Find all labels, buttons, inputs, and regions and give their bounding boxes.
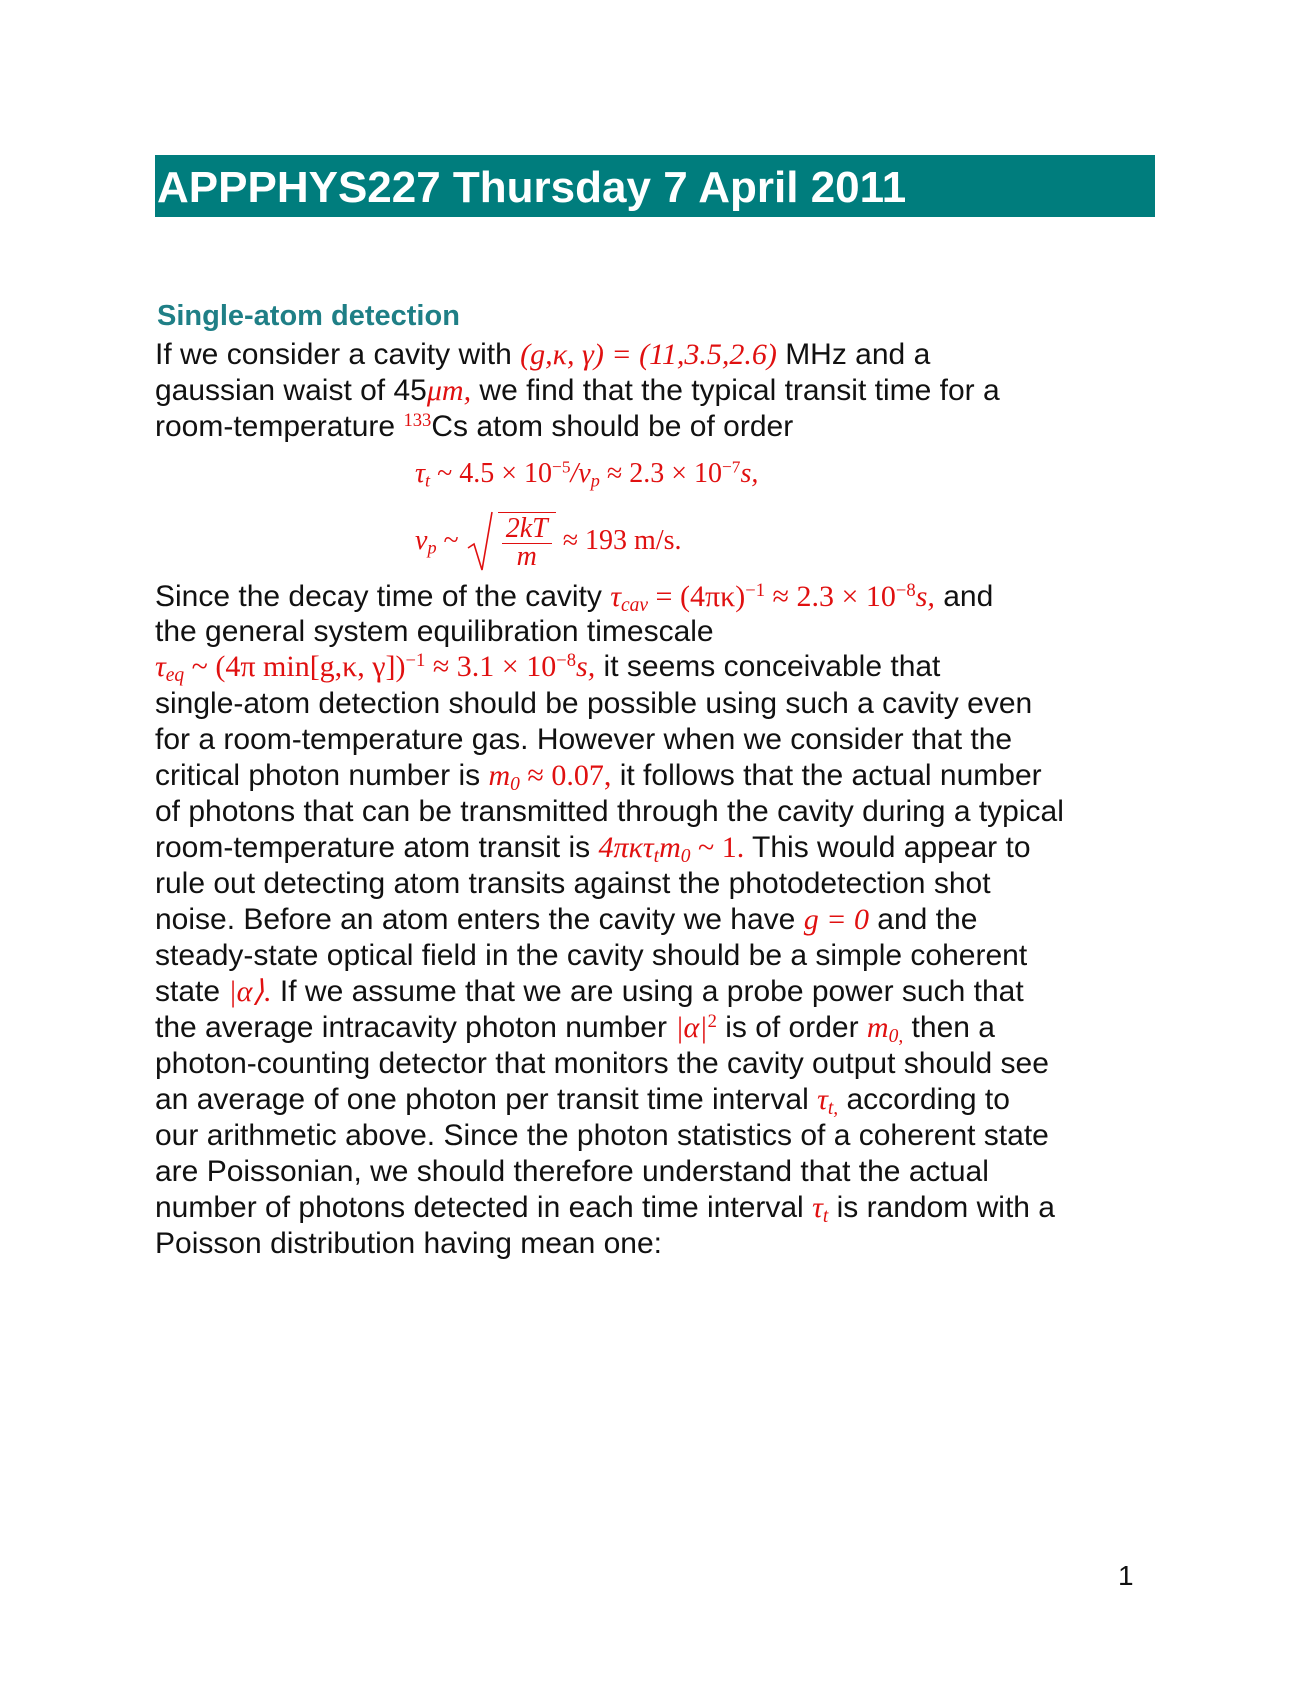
equation-velocity: $v_p$ ~ $\frac{2kT}{m}$ ≈ 193 m/s. xyxy=(415,510,682,570)
text-line: rule out detecting atom transits against the photodetection shot xyxy=(155,867,991,900)
text-line: the average intracavity photon number $|\alpha|^2$ is of order $m_{0,}$ then a xyxy=(155,1010,995,1047)
text-line: single-atom detection should be possible using such a cavity even xyxy=(155,687,1033,720)
text-line: Since the decay time of the cavity $\tau_{cav} = (4\pi\kappa)^{-1} \approx 2.3 \times 10^{-8}s$, and xyxy=(155,579,994,616)
text-line: are Poissonian, we should therefore understand that the actual xyxy=(155,1155,989,1188)
text-line: gaussian waist of 45μm, we find that the typical transit time for a xyxy=(155,374,1000,407)
text-line: room-temperature atom transit is $4\pi\kappa\tau_tm_0$ ~ 1. This would appear to xyxy=(155,831,1031,867)
text-line: an average of one photon per transit time interval $\tau_{t,}$ according to xyxy=(155,1083,1010,1119)
text-line: number of photons detected in each time interval $\tau_t$ is random with a xyxy=(155,1191,1055,1227)
equation-transit-time: $\tau_t$ ~ $4.5 \times 10^{-5}/v_p \approx 2.3 \times 10^{-7}s$, xyxy=(415,457,759,491)
text-line: the general system equilibration timescale xyxy=(155,615,714,648)
title-bar xyxy=(155,155,1155,217)
text-line: our arithmetic above. Since the photon statistics of a coherent state xyxy=(155,1119,1049,1152)
text-line: state |α⟩. If we assume that we are using a probe power such that xyxy=(155,975,1024,1008)
text-line: photon-counting detector that monitors the cavity output should see xyxy=(155,1047,1049,1080)
text-line: critical photon number is $m_0 \approx 0.07$, it follows that the actual number xyxy=(155,759,1042,795)
text-line: steady-state optical field in the cavity should be a simple coherent xyxy=(155,939,1028,972)
page-number: 1 xyxy=(1118,1560,1134,1591)
text-line: for a room-temperature gas. However when we consider that the xyxy=(155,723,1013,756)
text-line: room-temperature $^{133}$Cs atom should be of order xyxy=(155,409,794,443)
math-inline: (g,κ, γ) = (11,3.5,2.6) xyxy=(520,338,777,371)
section-heading: Single-atom detection xyxy=(157,300,460,332)
text-line: If we consider a cavity with (g,κ, γ) = (11,3.5,2.6) MHz and a xyxy=(155,338,931,371)
math-inline: μm, xyxy=(426,374,472,407)
page-title: APPPHYS227 Thursday 7 April 2011 xyxy=(157,163,907,212)
text-line: $\tau_{eq}$ ~ (4π min[g,κ, $\gamma])^{-1} \approx 3.1 \times 10^{-8}s$, it seems conceivable that xyxy=(155,649,941,686)
text-line: noise. Before an atom enters the cavity we have g = 0 and the xyxy=(155,903,978,936)
text-line: of photons that can be transmitted through the cavity during a typical xyxy=(155,795,1064,828)
sqrt-symbol: $\frac{2kT}{m}$ xyxy=(466,510,556,572)
text-line: Poisson distribution having mean one: xyxy=(155,1227,662,1260)
